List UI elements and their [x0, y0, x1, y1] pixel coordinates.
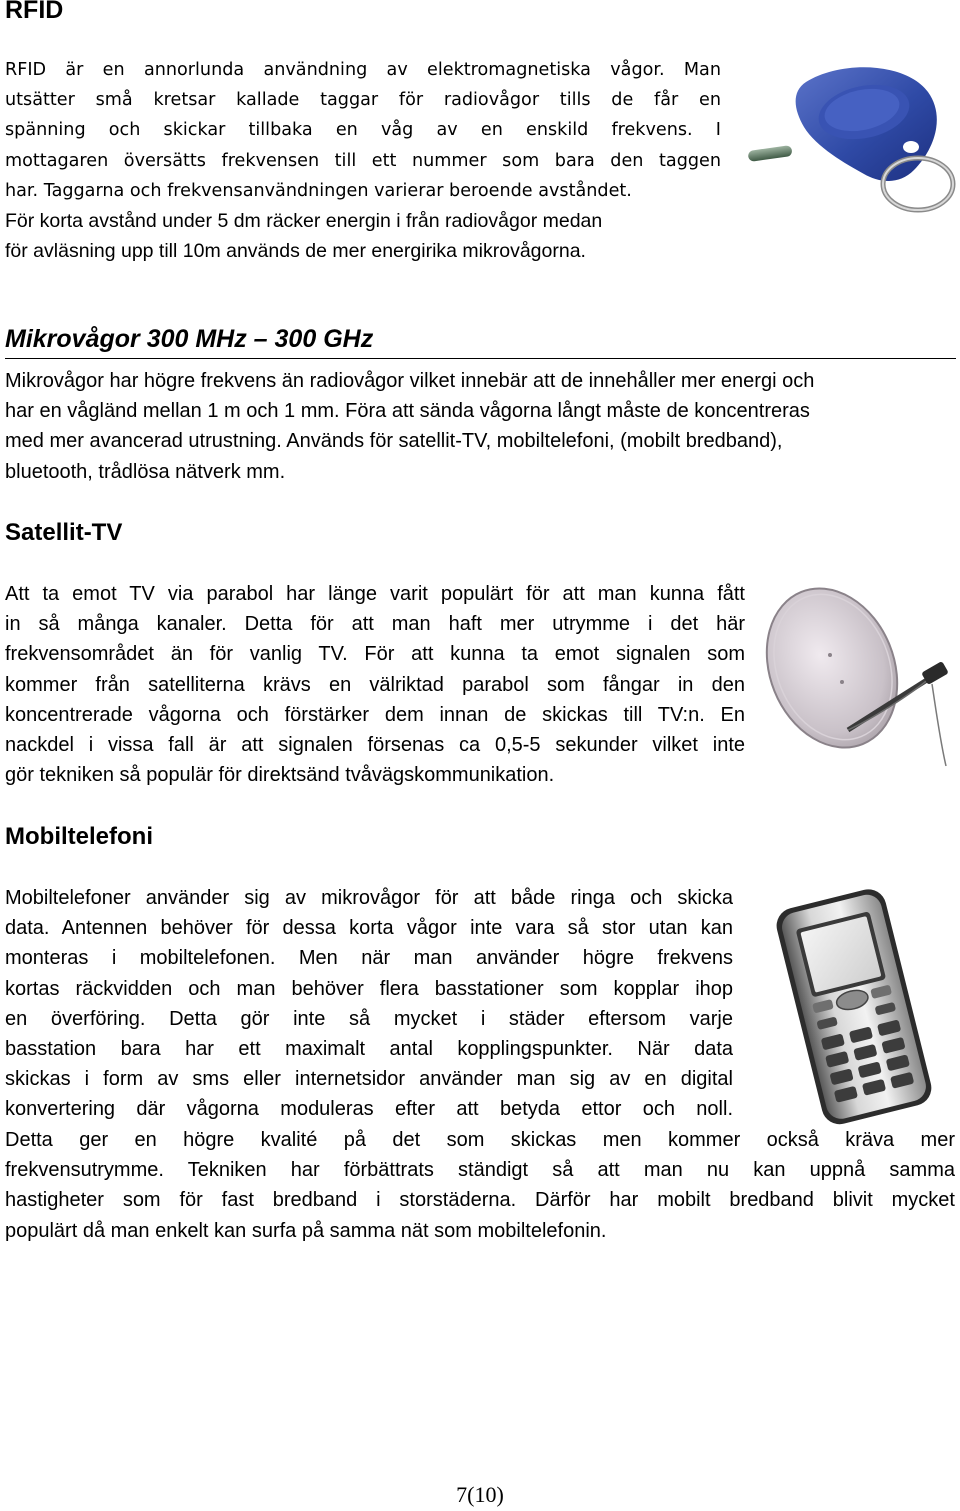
text-line: RFID är en annorlunda användning av elektromagnetiska vågor. Man	[5, 60, 721, 80]
text-line: data. Antennen behöver för dessa korta vågor inte vara så stor utan kan	[5, 917, 733, 940]
text-line: mottagaren översätts frekvensen till ett nummer som bara den taggen	[5, 150, 721, 171]
paragraph-mobiltelefoni-cont	[5, 1125, 955, 1246]
text-line: För korta avstånd under 5 dm räcker energin i från radiovågor medan	[5, 210, 603, 233]
paragraph-satellit-tv	[5, 579, 745, 790]
text-line: populärt då man enkelt kan surfa på samma nät som mobiltelefonin.	[5, 1219, 607, 1242]
text-line: Detta ger en högre kvalité på det som skickas men kommer också kräva mer	[5, 1129, 955, 1151]
rfid-tag-image	[746, 62, 958, 222]
text-line: koncentrerade vågorna och förstärker dem innan de skickas till TV:n. En	[5, 703, 745, 726]
text-line: Mikrovågor har högre frekvens än radiovågor vilket innebär att de innehåller mer energi och	[5, 370, 815, 392]
text-line: gör tekniken så populär för direktsänd tvåvägskommunikation.	[5, 764, 555, 787]
text-line: en överföring. Detta gör inte så mycket i städer eftersom varje	[5, 1007, 733, 1030]
paragraph-mobiltelefoni	[5, 883, 733, 1125]
text-line: skickas i form av sms eller internetsidor använder man sig av en digital	[5, 1068, 733, 1091]
text-line: utsätter små kretsar kallade taggar för radiovågor tills de får en	[5, 90, 721, 111]
heading-satellit-tv: Satellit-TV	[5, 519, 123, 546]
text-line: kommer från satelliterna krävs en välriktad parabol som fångar in den	[5, 673, 745, 696]
text-line: spänning och skickar tillbaka en våg av en enskild frekvens. I	[5, 120, 721, 141]
text-line: bluetooth, trådlösa nätverk mm.	[5, 460, 286, 483]
text-line: kortas räckvidden och man behöver flera basstationer som kopplar ihop	[5, 977, 733, 1000]
text-line: in så många kanaler. Detta för att man haft mer utrymme i det här	[5, 613, 745, 636]
paragraph-mikrovagor	[5, 366, 955, 487]
text-line: med mer avancerad utrustning. Används för satellit-TV, mobiltelefoni, (mobilt bredband),	[5, 430, 783, 453]
text-line: nackdel i vissa fall är att signalen försenas ca 0,5-5 sekunder vilket inte	[5, 734, 745, 757]
text-line: hastigheter som för fast bredband i storstäderna. Därför har mobilt bredband blivit mycket	[5, 1189, 955, 1212]
text-line: monteras i mobiltelefonen. Men när man använder högre frekvens	[5, 947, 733, 970]
mobile-phone-image	[750, 888, 956, 1126]
heading-rfid: RFID	[5, 0, 64, 24]
text-line: har en vågländ mellan 1 m och 1 mm. Föra att sända vågorna långt måste de koncentreras	[5, 400, 810, 423]
paragraph-rfid	[5, 55, 721, 266]
text-line: frekvensutrymme. Tekniken har förbättrats ständigt så att man nu kan uppnå samma	[5, 1159, 955, 1182]
text-line: frekvensområdet än för vanlig TV. För att kunna ta emot signalen som	[5, 643, 745, 666]
heading-mobiltelefoni: Mobiltelefoni	[5, 823, 153, 850]
page-number: 7(10)	[456, 1482, 504, 1507]
heading-underline	[5, 358, 956, 359]
text-line: har. Taggarna och frekvensanvändningen varierar beroende avståndet.	[5, 180, 632, 201]
text-line: Att ta emot TV via parabol har länge varit populärt för att man kunna fått	[5, 583, 745, 605]
satellite-dish-image	[760, 580, 956, 770]
text-line: konvertering där vågorna moduleras efter att betyda ettor och noll.	[5, 1098, 733, 1121]
text-line: för avläsning upp till 10m används de mer energirika mikrovågorna.	[5, 240, 586, 263]
text-line: Mobiltelefoner använder sig av mikrovågor för att både ringa och skicka	[5, 887, 733, 909]
text-line: basstation bara har ett maximalt antal kopplingspunkter. När data	[5, 1038, 733, 1061]
heading-mikrovagor: Mikrovågor 300 MHz – 300 GHz	[5, 325, 374, 353]
